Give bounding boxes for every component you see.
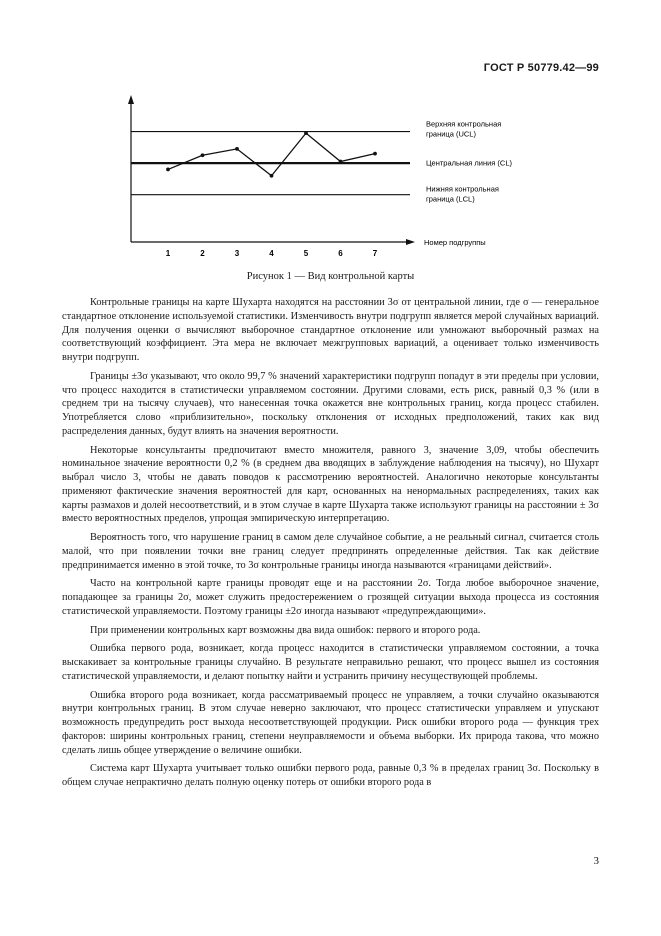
document-header (484, 62, 599, 74)
page-number: 3 (593, 855, 599, 867)
paragraph: Ошибка второго рода возникает, когда рассматриваемый процесс не управляем, а точки случайно оказываются внутри контрольных границ. В этом случае неверно заключают, что процесс статистически управляем и упускают возможность предупредить рост выхода несоответствующей продукции. Риск ошибки второго рода — функция трех факторов: ширины контрольных границ, степени неуправляемости и объема выборки. Их природа такова, что можно сделать лишь общее утверждение о величине ошибки. (62, 689, 599, 756)
data-point (373, 152, 377, 156)
x-tick-label: 5 (303, 249, 309, 258)
x-tick-label: 4 (269, 249, 274, 258)
paragraph: Ошибка первого рода, возникает, когда процесс находится в статистически управляемом состоянии, а точка выскакивает за контрольные границы случайно. В результате неправильно решают, что процесс вышел из состояния статистической управляемости, и делают попытку найти и устранить причину несуществующей проблемы. (62, 643, 599, 682)
data-point (304, 131, 308, 135)
x-tick-label: 3 (234, 249, 240, 258)
paragraph: Некоторые консультанты предпочитают вместо множителя, равного 3, значение 3,09, чтобы обеспечить номинальное значение вероятности 0,2 % (в среднем два вводящих в заблуждение наблюдения на тысячу), но Шухарт выбрал число 3, чтобы не давать поводов к рассмотрению вероятностей. Аналогично некоторые консультанты применяют фактические значения вероятностей для карт, основанных на ненормальных распределениях, таких как карты размахов и долей несоответствий, и в этом случае в карте Шухарта также используют границы на расстоянии ± 3σ вместо вероятностных пределов, упрощая эмпирическую интерпретацию. (62, 444, 599, 525)
data-point (235, 147, 239, 151)
data-point (166, 168, 170, 172)
x-tick-label: 7 (372, 249, 378, 258)
lcl-label-line1: Нижняя контрольная (426, 184, 499, 194)
paragraph: Часто на контрольной карте границы проводят еще и на расстоянии 2σ. Тогда любое выборочное значение, попадающее за границы 2σ, может служить предостережением о грозящей ситуации выхода процесса из состояния статистической управляемости. Поэтому границы ±2σ иногда называют «предупреждающими». (62, 578, 599, 617)
series-line (168, 133, 375, 176)
x-tick-label: 2 (200, 249, 205, 258)
doc-code: ГОСТ Р 50779.42—99 (483, 62, 599, 74)
body-text (62, 296, 599, 795)
data-point (270, 174, 274, 178)
paragraph: Вероятность того, что нарушение границ в самом деле случайное событие, а не реальный сигнал, считается столь малой, что при появлении точки вне границ следует предпринять определенные действия. Так как действие предпринимается именно в этой точке, то 3σ контрольные границы иногда называются «границами действий». (62, 532, 599, 571)
data-points (166, 131, 377, 177)
figure-caption: Рисунок 1 — Вид контрольной карты (246, 271, 415, 282)
x-tick-label: 6 (338, 249, 343, 258)
paragraph: Контрольные границы на карте Шухарта находятся на расстоянии 3σ от центральной линии, где σ — генеральное стандартное отклонение используемой статистики. Изменчивость внутри подгрупп является мерой случайных вариаций. Для получения оценки σ вычисляют выборочное стандартное отклонение или умножают выборочный размах на соответствующий коэффициент. Эта мера не включает межгрупповых вариаций, а оценивает только изменчивость внутри подгрупп. (62, 297, 599, 363)
x-tick-label: 1 (165, 249, 171, 258)
x-tick-labels (166, 249, 378, 258)
ucl-label-line2: граница (UCL) (426, 129, 476, 139)
cl-label: Центральная линия (CL) (426, 158, 513, 168)
lcl-label-line2: граница (LCL) (426, 194, 475, 204)
paragraph: Границы ±3σ указывают, что около 99,7 % значений характеристики подгрупп попадут в эти пределы при условии, что процесс находится в статистически управляемом состоянии. Другими словами, есть риск, равный 0,3 % (или в среднем три на тысячу случаев), что нанесенная точка окажется вне контрольных границ, когда процесс стабилен. Употребляется слово «приблизительно», поскольку отклонения от исходных предположений, таких как вид распределения данных, будут влиять на значения вероятности. (62, 370, 599, 437)
paragraph: При применении контрольных карт возможны два вида ошибок: первого и второго рода. (90, 624, 481, 636)
ucl-label-line1: Верхняя контрольная (426, 119, 502, 129)
x-axis-label: Номер подгруппы (424, 238, 486, 247)
y-axis-arrow (128, 95, 134, 104)
paragraph: Система карт Шухарта учитывает только ошибки первого рода, равные 0,3 % в пределах границ 3σ. Поскольку в общем случае непрактично делать полную оценку потерь от ошибки второго рода в (62, 763, 599, 788)
data-point (201, 153, 205, 157)
data-point (339, 160, 343, 164)
x-axis-arrow (406, 239, 415, 245)
control-chart (118, 90, 538, 260)
